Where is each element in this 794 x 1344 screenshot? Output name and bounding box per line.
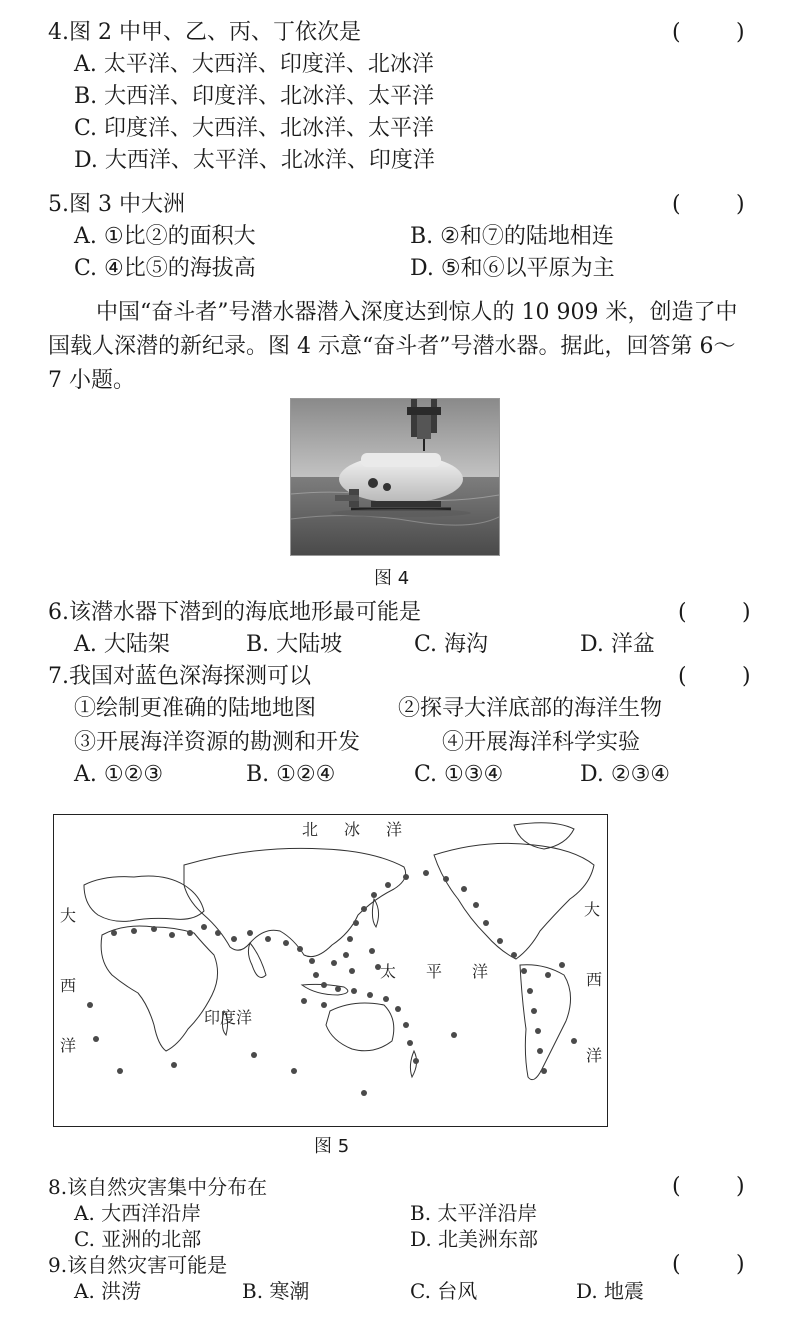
q5-option-a: A. ①比②的面积大	[74, 224, 256, 249]
world-map-figure	[53, 814, 608, 1127]
q9-option-c: C. 台风	[410, 1279, 478, 1303]
q4-stem: 4.图 2 中甲、乙、丙、丁依次是	[48, 20, 361, 45]
q5-option-d: D. ⑤和⑥以平原为主	[410, 256, 615, 281]
australia-outline	[326, 1003, 394, 1051]
arctic-label-3: 洋	[386, 820, 403, 839]
q6-option-c: C. 海沟	[414, 632, 489, 657]
q5-stem: 5.图 3 中大洲	[48, 192, 185, 217]
paren-left: (	[678, 600, 687, 625]
paren-right: )	[736, 20, 745, 45]
q7-item-3: ③开展海洋资源的勘测和开发	[74, 730, 361, 755]
q4-option-a: A. 太平洋、大西洋、印度洋、北冰洋	[74, 52, 434, 77]
earthquake-points	[87, 870, 577, 1096]
arctic-label-1: 北	[302, 820, 319, 839]
pacific-label-2: 平	[426, 962, 443, 981]
q7-item-1: ①绘制更准确的陆地地图	[74, 696, 317, 721]
q7-option-a: A. ①②③	[74, 762, 164, 787]
greenland-outline	[514, 823, 574, 849]
europe-outline	[84, 876, 204, 921]
q6-option-d: D. 洋盆	[580, 632, 655, 657]
fig5-caption: 图 5	[314, 1136, 350, 1157]
world-map	[54, 815, 607, 1126]
q7-option-c: C. ①③④	[414, 762, 504, 787]
q6-stem: 6.该潜水器下潜到的海底地形最可能是	[48, 600, 421, 625]
q6-option-a: A. 大陆架	[74, 632, 170, 657]
q9-option-b: B. 寒潮	[242, 1279, 310, 1303]
q5-option-c: C. ④比⑤的海拔高	[74, 256, 256, 281]
q7-stem: 7.我国对蓝色深海探测可以	[48, 664, 311, 689]
passage-text: 中国“奋斗者”号潜水器潜入深度达到惊人的 10 909 米，创造了中国载人深潜的新纪录。图 4 示意“奋斗者”号潜水器。据此，回答第 6～7 小题。	[48, 300, 738, 393]
q8-stem: 8.该自然灾害集中分布在	[48, 1175, 268, 1199]
pacific-label-3: 洋	[472, 962, 489, 981]
fig4-caption: 图 4	[374, 568, 410, 589]
asia-outline	[184, 848, 406, 956]
paren-right: )	[736, 1252, 745, 1277]
paren-left: (	[672, 192, 681, 217]
india-outline	[248, 943, 266, 977]
submersible-photo	[290, 398, 500, 556]
paren-left: (	[672, 1174, 681, 1199]
atlantic-left-label-3: 洋	[60, 1036, 77, 1055]
q9-option-d: D. 地震	[576, 1279, 645, 1303]
north-america-outline	[434, 843, 594, 959]
q4-option-c: C. 印度洋、大西洋、北冰洋、太平洋	[74, 116, 435, 141]
paren-right: )	[742, 600, 751, 625]
q9-stem: 9.该自然灾害可能是	[48, 1253, 228, 1277]
q4-option-d: D. 大西洋、太平洋、北冰洋、印度洋	[74, 148, 435, 173]
submersible-image	[291, 399, 499, 555]
q9-option-a: A. 洪涝	[74, 1279, 142, 1303]
q4-option-b: B. 大西洋、印度洋、北冰洋、太平洋	[74, 84, 435, 109]
pacific-label-1: 太	[380, 962, 397, 981]
africa-outline	[101, 926, 217, 1051]
q7-option-d: D. ②③④	[580, 762, 671, 787]
q8-option-d: D. 北美洲东部	[410, 1227, 539, 1251]
south-america-outline	[520, 965, 571, 1080]
indian-ocean-label: 印度洋	[204, 1008, 253, 1027]
paren-left: (	[672, 1252, 681, 1277]
q7-item-4: ④开展海洋科学实验	[442, 730, 641, 755]
paren-right: )	[736, 192, 745, 217]
paren-right: )	[736, 1174, 745, 1199]
q8-option-a: A. 大西洋沿岸	[74, 1201, 202, 1225]
japan-outline	[372, 899, 378, 927]
atlantic-right-label-1: 大	[584, 900, 601, 919]
q6-option-b: B. 大陆坡	[246, 632, 343, 657]
paren-left: (	[678, 664, 687, 689]
q7-option-b: B. ①②④	[246, 762, 336, 787]
arctic-label-2: 冰	[344, 820, 361, 839]
q8-option-c: C. 亚洲的北部	[74, 1227, 202, 1251]
atlantic-right-label-3: 洋	[586, 1046, 603, 1065]
atlantic-left-label-2: 西	[60, 976, 77, 995]
q5-option-b: B. ②和⑦的陆地相连	[410, 224, 614, 249]
new-zealand-outline	[410, 1051, 416, 1077]
paren-left: (	[672, 20, 681, 45]
atlantic-right-label-2: 西	[586, 970, 603, 989]
paren-right: )	[742, 664, 751, 689]
q8-option-b: B. 太平洋沿岸	[410, 1201, 538, 1225]
atlantic-left-label-1: 大	[60, 906, 77, 925]
q7-item-2: ②探寻大洋底部的海洋生物	[398, 696, 663, 721]
